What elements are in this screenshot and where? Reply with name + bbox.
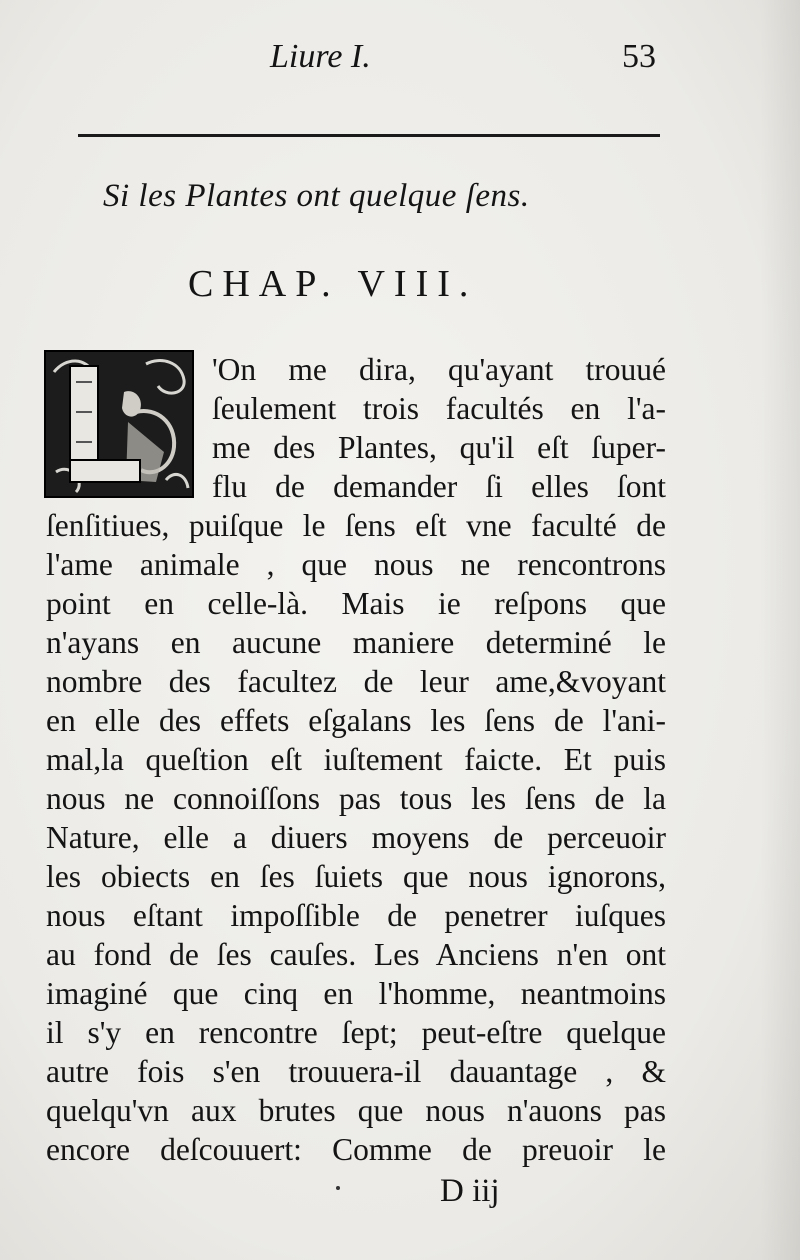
text-line: Nature, elle a diuers moyens de perceuoir [46,820,666,855]
text-line: 'On me dira, qu'ayant trouué [212,352,666,387]
text-line: mal,la queſtion eſt iuſtement faicte. Et puis [46,742,666,777]
text-line: nous ne connoiſſons pas tous les ſens de la [46,781,666,816]
text-line: ſenſitiues, puiſque le ſens eſt vne faculté de [46,508,666,543]
text-line: au fond de ſes cauſes. Les Anciens n'en ont [46,937,666,972]
text-line: n'ayans en aucune maniere determiné le [46,625,666,660]
section-title: Si les Plantes ont quelque ſens. [103,178,530,214]
text-line: me des Plantes, qu'il eſt ſuper- [212,430,666,465]
text-line: flu de demander ſi elles ſont [212,469,666,504]
text-line: point en celle-là. Mais ie reſpons que [46,586,666,621]
chapter-heading: CHAP. VIII. [188,263,478,305]
text-line: nous eſtant impoſſible de penetrer iuſques [46,898,666,933]
page-edge-shadow [760,0,800,1260]
text-line: les obiects en ſes ſuiets que nous ignorons, [46,859,666,894]
text-line: l'ame animale , que nous ne rencontrons [46,547,666,582]
text-line: ſeulement trois facultés en l'a- [212,391,666,426]
text-line: imaginé que cinq en l'homme, neantmoins [46,976,666,1011]
ornament-icon [46,352,192,496]
running-head: Liure I. [270,38,371,75]
text-line: il s'y en rencontre ſept; peut-eſtre quelque [46,1015,666,1050]
text-line: en elle des effets eſgalans les ſens de l'ani- [46,703,666,738]
text-line: encore deſcouuert: Comme de preuoir le [46,1132,666,1167]
page-number: 53 [622,38,656,75]
text-line: autre fois s'en trouuera-il dauantage , & [46,1054,666,1089]
printer-mark [336,1186,340,1190]
text-line: nombre des facultez de leur ame,&voyant [46,664,666,699]
header-rule [78,134,660,137]
text-line: quelqu'vn aux brutes que nous n'auons pas [46,1093,666,1128]
signature-mark: D iij [440,1173,500,1209]
decorated-initial-l [44,350,194,498]
